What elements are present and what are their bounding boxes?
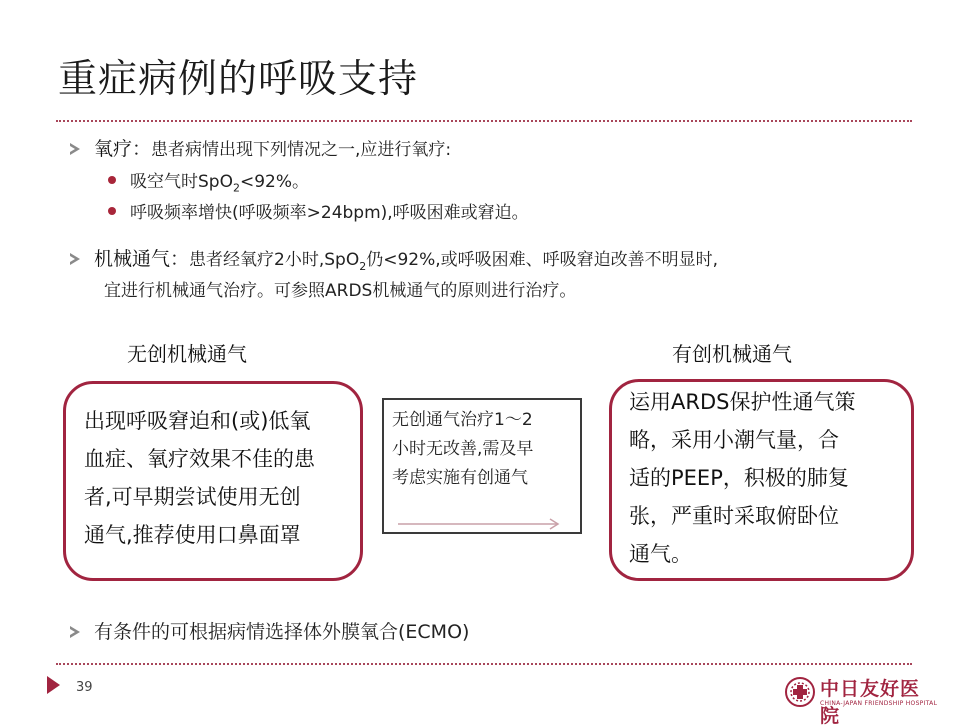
middle-line: 小时无改善,需及早 bbox=[392, 439, 534, 459]
mechanical-line1-sub: 2 bbox=[359, 259, 367, 273]
footer-divider bbox=[56, 663, 912, 665]
title-divider bbox=[56, 120, 912, 122]
noninvasive-line: 血症、氧疗效果不佳的患 bbox=[84, 447, 315, 471]
logo-subtext: CHINA-JAPAN FRIENDSHIP HOSPITAL bbox=[820, 700, 938, 707]
oxygen-colon: ： bbox=[132, 138, 152, 160]
middle-line: 考虑实施有创通气 bbox=[392, 468, 528, 488]
mechanical-colon: ： bbox=[170, 248, 190, 270]
oxygen-bullet bbox=[70, 134, 451, 161]
page-title: 重症病例的呼吸支持 bbox=[58, 57, 419, 102]
arrow-bullet-icon bbox=[70, 626, 80, 638]
noninvasive-box bbox=[63, 381, 363, 581]
mechanical-line1-post: 仍<92%,或呼吸困难、呼吸窘迫改善不明显时, bbox=[366, 250, 719, 270]
logo-text: 中日友好医院 bbox=[820, 678, 921, 727]
oxygen-item-2-text: 呼吸频率增快(呼吸频率>24bpm),呼吸困难或窘迫。 bbox=[130, 203, 529, 223]
invasive-line: 适的PEEP，积极的肺复 bbox=[629, 466, 849, 490]
oxygen-item-1-text: 吸空气时SpO bbox=[130, 172, 233, 192]
right-arrow-icon bbox=[398, 518, 568, 530]
mechanical-line1: 患者经氧疗2小时,SpO bbox=[189, 250, 360, 270]
oxygen-text: 患者病情出现下列情况之一,应进行氧疗: bbox=[151, 140, 452, 160]
ecmo-bullet bbox=[70, 617, 469, 644]
middle-box bbox=[382, 398, 582, 534]
mechanical-line2: 宜进行机械通气治疗。可参照ARDS机械通气的原则进行治疗。 bbox=[104, 281, 577, 301]
middle-line: 无创通气治疗1～2 bbox=[392, 410, 533, 430]
mechanical-bullet bbox=[70, 244, 718, 273]
arrow-bullet-icon bbox=[70, 143, 80, 155]
invasive-line: 略，采用小潮气量，合 bbox=[629, 428, 839, 452]
oxygen-item-1-post: <92%。 bbox=[239, 172, 309, 192]
dot-bullet-icon bbox=[108, 207, 116, 215]
oxygen-item-1-sub: 2 bbox=[232, 181, 240, 195]
invasive-line: 张，严重时采取俯卧位 bbox=[629, 504, 839, 528]
oxygen-keyword: 氧疗 bbox=[94, 138, 133, 160]
hospital-logo bbox=[784, 674, 938, 727]
dot-bullet-icon bbox=[108, 176, 116, 184]
noninvasive-line: 通气,推荐使用口鼻面罩 bbox=[84, 523, 301, 547]
invasive-label: 有创机械通气 bbox=[672, 342, 792, 366]
page-number: 39 bbox=[76, 680, 93, 695]
noninvasive-label: 无创机械通气 bbox=[127, 342, 247, 366]
invasive-box bbox=[609, 379, 914, 581]
invasive-line: 通气。 bbox=[629, 542, 692, 566]
noninvasive-line: 者,可早期尝试使用无创 bbox=[84, 485, 301, 509]
ecmo-text: 有条件的可根据病情选择体外膜氧合(ECMO) bbox=[94, 621, 470, 643]
oxygen-item-2 bbox=[108, 198, 529, 223]
invasive-line: 运用ARDS保护性通气策 bbox=[629, 390, 856, 414]
page-marker-icon bbox=[47, 676, 60, 694]
noninvasive-line: 出现呼吸窘迫和(或)低氧 bbox=[84, 409, 311, 433]
hospital-emblem-icon bbox=[784, 676, 816, 708]
oxygen-item-1 bbox=[108, 167, 309, 194]
mechanical-keyword: 机械通气 bbox=[94, 248, 171, 270]
arrow-bullet-icon bbox=[70, 253, 80, 265]
